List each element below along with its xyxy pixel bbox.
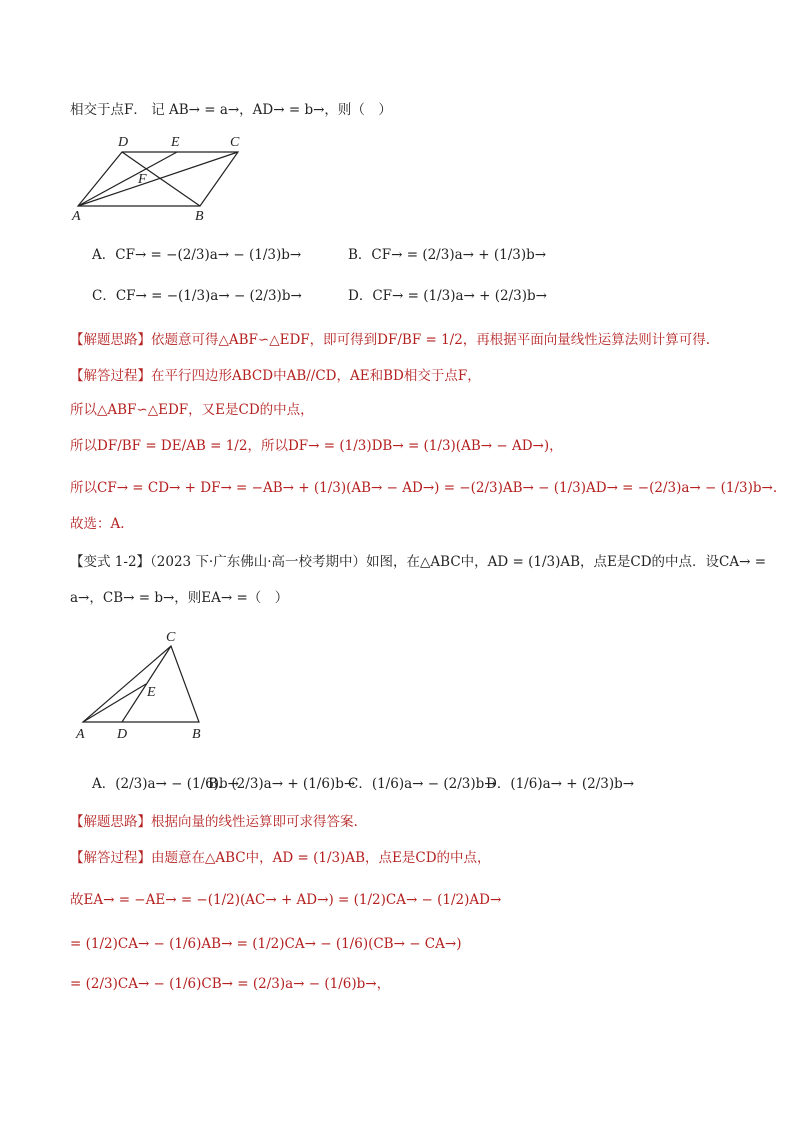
idea-text: 根据向量的线性运算即可求得答案. bbox=[151, 814, 358, 830]
q2-option-c: C．(1/6)a→ − (2/3)b→ bbox=[348, 776, 496, 792]
process-text: 由题意在△ABC中，AD = (1/3)AB，点E是CD的中点， bbox=[151, 850, 491, 866]
q2-process-line-3: = (1/2)CA→ − (1/6)AB→ = (1/2)CA→ − (1/6)(CB→ − CA→) bbox=[70, 936, 462, 952]
q2-option-b: B．(2/3)a→ + (1/6)b→ bbox=[208, 776, 356, 792]
label-C: C bbox=[166, 630, 176, 645]
q1-process-line-2: 所以△ABF∽△EDF，又E是CD的中点， bbox=[70, 402, 314, 418]
label-B: B bbox=[192, 727, 201, 742]
label-D: D bbox=[118, 135, 129, 150]
q1-process-line-1 bbox=[70, 366, 481, 386]
label-A: A bbox=[76, 727, 85, 742]
idea-text: 依题意可得△ABF∽△EDF，即可得到DF/BF = 1/2，再根据平面向量线性运算法则计算可得. bbox=[151, 332, 711, 348]
process-tag: 【解答过程】 bbox=[70, 850, 151, 866]
q2-idea bbox=[70, 812, 358, 832]
q2-process-line-2: 故EA→ = −AE→ = −(1/2)(AC→ + AD→) = (1/2)CA→ − (1/2)AD→ bbox=[70, 892, 502, 908]
q2-option-d: D．(1/6)a→ + (2/3)b→ bbox=[486, 776, 635, 792]
q2-header-cont: a→，CB→ = b→，则EA→ =（ ） bbox=[70, 590, 289, 606]
label-F: F bbox=[138, 172, 147, 187]
label-D: D bbox=[117, 727, 128, 742]
q2-process-line-1 bbox=[70, 848, 491, 868]
process-text: 在平行四边形ABCD中AB//CD，AE和BD相交于点F， bbox=[151, 368, 481, 384]
q1-stem: 相交于点F． 记 AB→ = a→，AD→ = b→，则（ ） bbox=[70, 102, 392, 118]
q1-parallelogram-figure bbox=[60, 128, 260, 223]
q2-triangle-figure bbox=[70, 624, 220, 744]
q2-header: 【变式 1-2】（2023 下·广东佛山·高一校考期中）如图，在△ABC中，AD = (1/3)AB，点E是CD的中点．设CA→ = bbox=[70, 554, 767, 570]
q1-process-line-3: 所以DF/BF = DE/AB = 1/2，所以DF→ = (1/3)DB→ = (1/3)(AB→ − AD→)， bbox=[70, 438, 563, 454]
label-E: E bbox=[147, 685, 156, 700]
q2-process-line-4: = (2/3)CA→ − (1/6)CB→ = (2/3)a→ − (1/6)b→， bbox=[70, 976, 391, 992]
q1-option-c: C．CF→ = −(1/3)a→ − (2/3)b→ bbox=[92, 288, 302, 304]
idea-tag: 【解题思路】 bbox=[70, 814, 151, 830]
label-A: A bbox=[72, 209, 81, 223]
q1-answer: 故选：A. bbox=[70, 516, 125, 532]
idea-tag: 【解题思路】 bbox=[70, 332, 151, 348]
label-B: B bbox=[195, 209, 204, 223]
q1-option-d: D．CF→ = (1/3)a→ + (2/3)b→ bbox=[348, 288, 547, 304]
q1-option-a: A．CF→ = −(2/3)a→ − (1/3)b→ bbox=[92, 247, 302, 263]
label-E: E bbox=[171, 135, 180, 150]
q2-option-a: A．(2/3)a→ − (1/6)b→ bbox=[92, 776, 239, 792]
process-tag: 【解答过程】 bbox=[70, 368, 151, 384]
q1-option-b: B．CF→ = (2/3)a→ + (1/3)b→ bbox=[348, 247, 547, 263]
label-C: C bbox=[230, 135, 240, 150]
q1-process-line-4: 所以CF→ = CD→ + DF→ = −AB→ + (1/3)(AB→ − AD→) = −(2/3)AB→ − (1/3)AD→ = −(2/3)a→ − (1/3)b→. bbox=[70, 480, 778, 496]
q1-idea bbox=[70, 330, 710, 350]
